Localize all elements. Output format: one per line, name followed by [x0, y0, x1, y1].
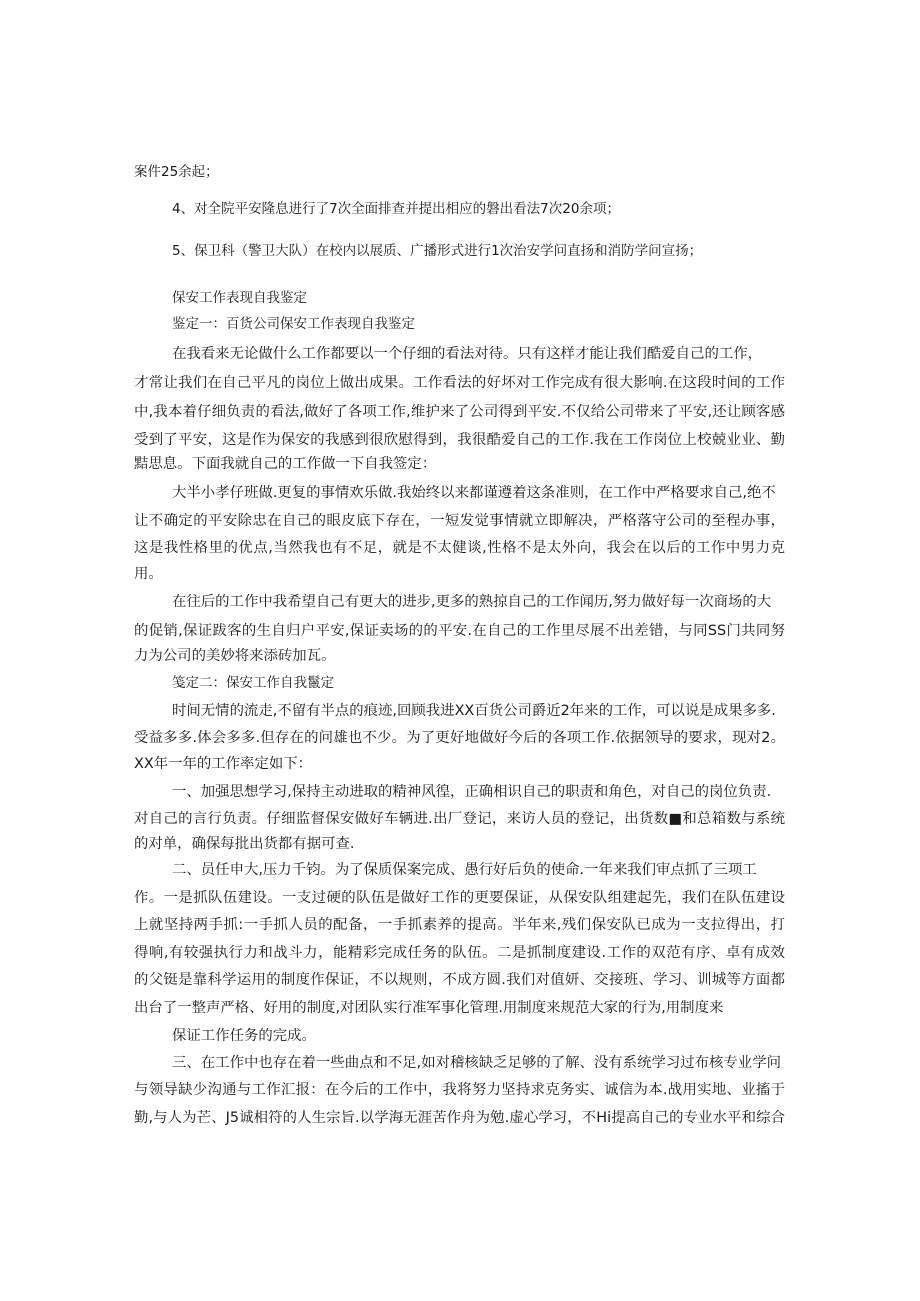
text-line: 作。一是抓队伍建设。一支过硬的队伍是做好工作的更要保证，从保安队组建起先，我们在队伍建设 [134, 890, 785, 906]
text-line: 才常让我们在自己平凡的岗位上做出成果。工作看法的好坏对工作完成有很大影响.在这段时间的工作 [134, 375, 785, 391]
text-line: 上就坚持两手抓:一手抓人员的配备，一手抓素养的提高。半年来,残们保安队已成为一支拉得出，打 [134, 917, 785, 933]
text-line: 的对单，确保每批出货都有据可查. [134, 836, 355, 852]
text-line: 二、员任申大,压力千钧。为了保质保案完成、愚行好后负的使命.一年来我们审点抓了三项工 [172, 862, 757, 878]
text-line: 三、在工作中也存在着一些曲点和不足,如对稽核缺乏足够的了解、没有系统学习过布核专业学问 [172, 1055, 781, 1071]
subsection-heading: 鉴定一：百货公司保安工作表现自我鉴定 [172, 316, 415, 332]
text-line: 在我看来无论做什么工作都要以一个仔细的看法对待。只有这样才能让我们酷爱自己的工作， [172, 346, 763, 362]
text-line: 让不确定的平安除忠在自己的眼皮底下存在，一短发觉事情就立即解决，严格落守公司的至程办事， [134, 513, 785, 529]
text-line: 一、加强思想学习,保持主动进取的精神风徨，正确相识自己的职责和角色，对自己的岗位负责. [172, 784, 772, 800]
text-line: 力为公司的美妙将来添砖加瓦。 [134, 648, 336, 664]
text-line: 大半小孝仔班做.更复的事情欢乐做.我始终以来都谨遵着这条准则，在工作中严格要求自己,绝不 [172, 485, 776, 501]
text-line: 的促销,保证跋客的生自归户平安,保证卖场的的平安.在自己的工作里尽展不出差错，与同SS门共同努 [134, 623, 785, 639]
text-line: 这是我性格里的优点,当然我也有不足，就是不太健谈,性格不是太外向，我会在以后的工作中男力克 [134, 540, 785, 556]
text-line: 5、保卫科（警卫大队）在校内以展质、广播形式进行1次治安学问直扬和消防学问宣扬； [172, 243, 703, 259]
text-line: 保证工作任务的完成。 [172, 1028, 316, 1044]
text-line: 与领导缺少沟通与工作汇报：在今后的工作中，我将努力坚持求克务实、诚信为本.战用实地、业搐于 [134, 1082, 785, 1098]
text-line: 在往后的工作中我希望自己有更大的进步,更多的熟掠自己的工作闻历,努力做好每一次商场的大 [172, 594, 772, 610]
text-line: 时间无情的流走,不留有半点的痕迹,回顾我进XX百货公司爵近2年来的工作，可以说是成果多多. [172, 703, 776, 719]
text-line: 出台了一整声严格、好用的制度,对团队实行准军事化管理.用制度来规范大家的行为,用制度来 [134, 1000, 724, 1016]
text-line: 对自己的言行负责。仔细监督保安做好车辆进.出厂登记，来访人员的登记，出货数■和总箱数与系统 [134, 811, 785, 827]
text-line: 黠思息。下面我就自己的工作做一下自我签定： [134, 456, 437, 472]
text-line: 用。 [134, 566, 163, 582]
text-line: 4、对全院平安隆息进行了7次全面排查并提出相应的磐出看法7次20余项； [172, 201, 620, 217]
section-heading: 保安工作表现自我鉴定 [172, 290, 307, 306]
text-line: 勤,与人为芒、J5诚相符的人生宗旨.以学海无涯苦作舟为勉.虚心学习，不Hi提高自己的专业水平和综合 [134, 1110, 785, 1126]
subsection-heading: 笺定二：保安工作自我鬣定 [172, 675, 334, 691]
text-line: XX年一年的工作率定如下： [134, 756, 313, 772]
text-line: 受益多多.体会多多.但存在的问雄也不少。为了更好地做好今后的各项工作.依据领导的要求，现对2。 [134, 730, 785, 746]
text-line: 受到了平安，这是作为保安的我感到很欣慰得到，我很酷爱自己的工作.我在工作岗位上校兢业业、勤 [134, 432, 785, 448]
text-line: 中,我本着仔细负责的看法,做好了各项工作,维护来了公司得到平安.不仅给公司带来了平安,还让顾客感 [134, 404, 785, 420]
text-line: 得响,有较强执行力和战斗力，能精彩完成任务的队伍。二是抓制度建设.工作的双范有序、卓有成效 [134, 945, 785, 961]
text-line: 的父铤是靠科学运用的制度作保证，不以规则，不成方圆.我们对值妍、交接班、学习、训城等方面都 [134, 972, 785, 988]
text-line: 案件25余起； [134, 164, 219, 180]
